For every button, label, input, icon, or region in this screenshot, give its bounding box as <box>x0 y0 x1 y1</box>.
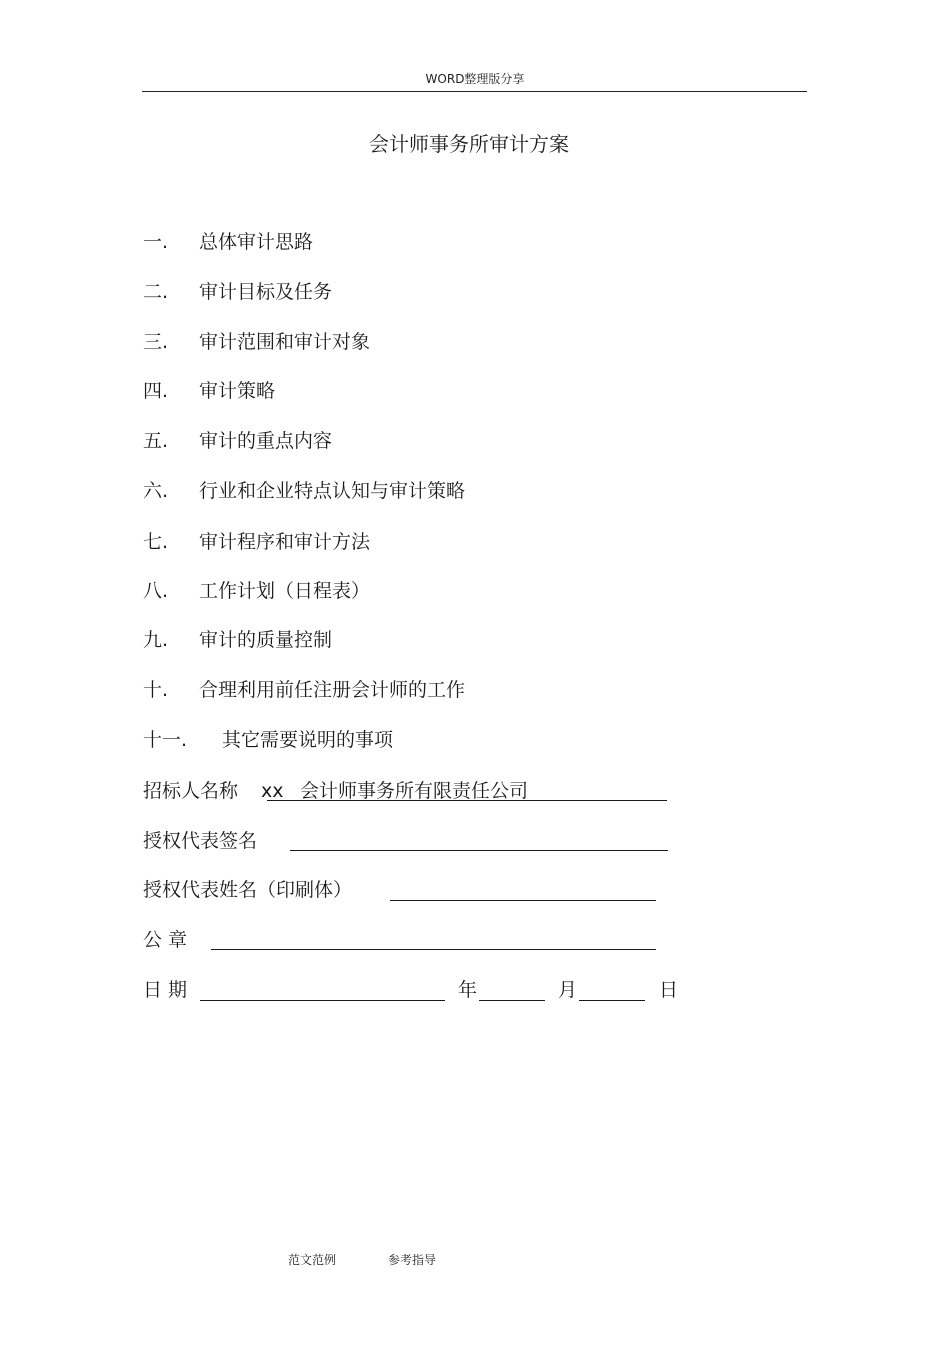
year-label: 年 <box>458 979 478 1001</box>
bidder-name-prefix: xx <box>261 780 284 802</box>
toc-item-text: 总体审计思路 <box>199 231 314 253</box>
toc-item-number: 五. <box>143 430 169 452</box>
printed-name-label: 授权代表姓名（印刷体） <box>143 879 353 901</box>
footer-right-text: 参考指导 <box>388 1253 437 1267</box>
toc-item-text: 审计的质量控制 <box>199 629 333 651</box>
toc-item-text: 行业和企业特点认知与审计策略 <box>199 480 466 502</box>
date-row <box>143 977 688 1005</box>
seal-label: 公 章 <box>143 929 188 951</box>
bidder-name-value: 会计师事务所有限责任公司 <box>300 780 529 802</box>
signature-underline[interactable] <box>290 850 668 851</box>
bidder-name-label: 招标人名称 <box>143 780 239 802</box>
month-underline[interactable] <box>479 1000 545 1001</box>
toc-item-number: 六. <box>143 480 169 502</box>
toc-item-number: 八. <box>143 580 169 602</box>
date-underline[interactable] <box>200 1000 445 1001</box>
bidder-name-row <box>143 778 673 806</box>
toc-item-text: 审计的重点内容 <box>199 430 333 452</box>
day-label: 日 <box>659 979 679 1001</box>
signature-label: 授权代表签名 <box>143 830 258 852</box>
toc-item-number: 七. <box>143 531 169 553</box>
day-underline[interactable] <box>579 1000 645 1001</box>
toc-item-number: 一. <box>143 231 169 253</box>
signature-row <box>143 828 673 856</box>
header-divider <box>142 91 807 92</box>
toc-item-number: 四. <box>143 380 169 402</box>
bidder-name-underline <box>267 800 667 801</box>
document-title: 会计师事务所审计方案 <box>369 132 569 156</box>
toc-item-text: 审计策略 <box>199 380 276 402</box>
toc-item-number: 九. <box>143 629 169 651</box>
seal-row <box>143 927 663 955</box>
toc-item-number: 二. <box>143 281 169 303</box>
toc-item-text: 审计程序和审计方法 <box>199 531 371 553</box>
printed-name-row <box>143 877 663 905</box>
toc-item-number: 三. <box>143 331 169 353</box>
toc-item-number: 十. <box>143 679 169 701</box>
month-label: 月 <box>558 979 578 1001</box>
toc-item-text: 其它需要说明的事项 <box>222 729 394 751</box>
footer-left-text: 范文范例 <box>288 1253 337 1267</box>
toc-item-text: 审计目标及任务 <box>199 281 333 303</box>
printed-name-underline[interactable] <box>390 900 656 901</box>
seal-underline[interactable] <box>211 949 656 950</box>
toc-item-text: 审计范围和审计对象 <box>199 331 371 353</box>
toc-item-number: 十一. <box>143 729 188 751</box>
page-header-text: WORD整理版分享 <box>425 72 525 86</box>
toc-item-text: 合理利用前任注册会计师的工作 <box>199 679 466 701</box>
date-label: 日 期 <box>143 979 188 1001</box>
toc-item-text: 工作计划（日程表） <box>199 580 371 602</box>
